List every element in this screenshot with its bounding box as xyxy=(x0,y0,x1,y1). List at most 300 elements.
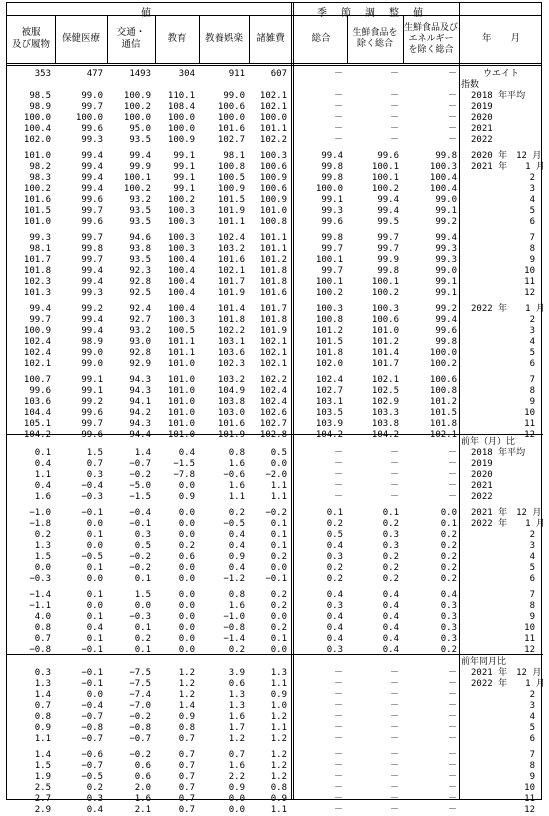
cell-value: 99.1 xyxy=(173,184,195,194)
cell-value: 99.7 xyxy=(321,266,343,276)
cell-value: 99.4 xyxy=(81,326,103,336)
table-row xyxy=(7,80,543,91)
cell-value: 1.3 xyxy=(34,679,51,689)
row-label: 6 xyxy=(529,574,535,584)
row-label: 2022 xyxy=(471,135,493,145)
cell-value: 1.4 xyxy=(134,448,151,458)
cell-value: － xyxy=(447,750,457,760)
cell-value: 0.8 xyxy=(228,590,245,600)
table-row xyxy=(7,206,543,217)
cell-value: 98.1 xyxy=(29,244,51,254)
cell-value: 101.7 xyxy=(371,359,399,369)
cell-value: 99.7 xyxy=(81,419,103,429)
table-row xyxy=(7,701,543,712)
cell-value: 99.7 xyxy=(81,233,103,243)
cell-value: 0.2 xyxy=(382,574,399,584)
cell-value: － xyxy=(389,805,399,815)
cell-value: 100.0 xyxy=(167,124,195,134)
cell-value: 101.1 xyxy=(259,244,287,254)
table-row xyxy=(7,750,543,761)
row-label: 4 xyxy=(529,195,535,205)
cell-value: 99.6 xyxy=(81,217,103,227)
cell-value: 0.0 xyxy=(178,601,195,611)
cell-value: 101.6 xyxy=(259,288,287,298)
cell-value: － xyxy=(447,113,457,123)
cell-value: 99.9 xyxy=(129,162,151,172)
table-row xyxy=(7,437,543,448)
cell-value: 101.5 xyxy=(217,195,245,205)
cell-value: 0.0 xyxy=(228,794,245,804)
header-bottom-rule-2 xyxy=(7,65,541,66)
cell-value: 99.4 xyxy=(81,151,103,161)
cell-value: － xyxy=(333,459,343,469)
cell-value: 0.7 xyxy=(228,750,245,760)
cell-value: −5.0 xyxy=(129,481,151,491)
cell-value: −1.4 xyxy=(223,634,245,644)
cell-value: － xyxy=(389,701,399,711)
group-header-seasonally-adjusted: 季節調整値 xyxy=(317,8,437,19)
header-all-items: 総合 xyxy=(311,33,331,44)
cell-value: 0.7 xyxy=(34,701,51,711)
cell-value: 1.6 xyxy=(228,459,245,469)
row-label: 2021 年 1 月 xyxy=(471,162,545,172)
cell-value: 100.0 xyxy=(259,113,287,123)
cell-value: 0.1 xyxy=(326,508,343,518)
cell-value: −1.0 xyxy=(29,508,51,518)
cell-value: −7.0 xyxy=(129,701,151,711)
cell-value: 99.9 xyxy=(377,255,399,265)
cell-value: 99.0 xyxy=(435,266,457,276)
cell-value: −0.5 xyxy=(81,772,103,782)
cell-value: 99.4 xyxy=(81,315,103,325)
cell-value: 95.0 xyxy=(129,124,151,134)
row-label: 2019 xyxy=(471,102,493,112)
cell-value: 99.0 xyxy=(435,195,457,205)
cell-value: － xyxy=(389,102,399,112)
cell-value: 101.8 xyxy=(217,315,245,325)
cell-value: 102.4 xyxy=(23,348,51,358)
cell-value: 94.3 xyxy=(129,375,151,385)
row-label: 10 xyxy=(524,266,535,276)
row-label: 2022 xyxy=(471,492,493,502)
cell-value: 1.5 xyxy=(34,761,51,771)
cell-value: −0.7 xyxy=(81,712,103,722)
cell-value: 100.3 xyxy=(167,233,195,243)
cell-value: 99.7 xyxy=(29,315,51,325)
cell-value: −0.1 xyxy=(81,679,103,689)
cell-value: 0.7 xyxy=(178,772,195,782)
cell-value: － xyxy=(389,712,399,722)
cell-value: 99.7 xyxy=(81,206,103,216)
cell-value: 99.0 xyxy=(81,359,103,369)
cell-value: 4.0 xyxy=(34,612,51,622)
cell-value: 0.2 xyxy=(270,552,287,562)
cell-value: 0.0 xyxy=(178,645,195,655)
cell-value: 0.1 xyxy=(382,508,399,518)
table-row xyxy=(7,135,543,146)
cell-value: 100.6 xyxy=(217,102,245,112)
cell-value: 1.3 xyxy=(228,690,245,700)
cell-value: 0.0 xyxy=(270,645,287,655)
cell-value: −0.6 xyxy=(81,750,103,760)
row-label: 2022 年 1 月 xyxy=(471,304,545,314)
cell-value: 92.8 xyxy=(129,277,151,287)
cell-value: 0.4 xyxy=(34,459,51,469)
cell-value: 101.4 xyxy=(371,348,399,358)
row-label: ウエイト xyxy=(483,69,520,79)
cell-value: 0.3 xyxy=(134,530,151,540)
cell-value: 103.1 xyxy=(315,397,343,407)
cell-value: 0.1 xyxy=(86,563,103,573)
cell-value: 93.2 xyxy=(129,326,151,336)
cell-value: 101.0 xyxy=(167,386,195,396)
cell-value: 93.2 xyxy=(129,195,151,205)
cell-value: 0.4 xyxy=(326,634,343,644)
table-row xyxy=(7,590,543,601)
cell-value: 0.6 xyxy=(178,552,195,562)
cell-value: － xyxy=(389,734,399,744)
cell-value: 102.1 xyxy=(429,430,457,440)
cell-value: 100.0 xyxy=(167,113,195,123)
cell-value: 1.5 xyxy=(86,448,103,458)
row-label: 6 xyxy=(529,734,535,744)
cell-value: － xyxy=(333,679,343,689)
cell-value: 607 xyxy=(270,69,287,79)
cell-value: 101.0 xyxy=(23,151,51,161)
cell-value: 99.8 xyxy=(321,233,343,243)
cell-value: 1.5 xyxy=(34,552,51,562)
cell-value: 93.0 xyxy=(129,337,151,347)
cell-value: 100.0 xyxy=(217,113,245,123)
cell-value: － xyxy=(447,712,457,722)
cell-value: 0.4 xyxy=(326,590,343,600)
cell-value: 103.2 xyxy=(217,244,245,254)
cell-value: 0.2 xyxy=(134,634,151,644)
cell-value: 1.9 xyxy=(34,772,51,782)
cell-value: 99.4 xyxy=(435,315,457,325)
cell-value: － xyxy=(333,69,343,79)
cell-value: 100.3 xyxy=(167,206,195,216)
cell-value: 103.6 xyxy=(217,348,245,358)
cell-value: 101.7 xyxy=(259,304,287,314)
cell-value: 0.7 xyxy=(178,761,195,771)
cell-value: 98.1 xyxy=(223,151,245,161)
cell-value: 99.6 xyxy=(435,326,457,336)
cell-value: 92.3 xyxy=(129,266,151,276)
cell-value: 101.6 xyxy=(217,124,245,134)
cell-value: 99.1 xyxy=(173,162,195,172)
table-row xyxy=(7,184,543,195)
cell-value: 1.6 xyxy=(228,481,245,491)
cell-value: 0.8 xyxy=(270,783,287,793)
cell-value: −7.8 xyxy=(173,470,195,480)
cell-value: −1.4 xyxy=(29,590,51,600)
cell-value: 0.3 xyxy=(382,530,399,540)
cell-value: 99.4 xyxy=(81,266,103,276)
table-row xyxy=(7,470,543,481)
cell-value: 100.0 xyxy=(315,184,343,194)
cell-value: 1.6 xyxy=(228,601,245,611)
cell-value: 1.2 xyxy=(270,712,287,722)
cell-value: 1.1 xyxy=(34,734,51,744)
cell-value: － xyxy=(447,102,457,112)
cell-value: － xyxy=(389,124,399,134)
cell-value: 0.2 xyxy=(440,530,457,540)
cell-value: 100.5 xyxy=(167,326,195,336)
cell-value: 0.2 xyxy=(382,552,399,562)
cell-value: 103.3 xyxy=(371,408,399,418)
cell-value: 1.2 xyxy=(270,772,287,782)
cell-value: 0.0 xyxy=(178,634,195,644)
cell-value: 304 xyxy=(178,69,195,79)
row-label: 11 xyxy=(524,277,535,287)
cell-value: 0.3 xyxy=(440,601,457,611)
row-label: 2018 年平均 xyxy=(471,448,526,458)
section-separator xyxy=(7,654,543,655)
cell-value: 1.2 xyxy=(228,734,245,744)
cell-value: － xyxy=(447,701,457,711)
cell-value: － xyxy=(447,481,457,491)
cell-value: 0.2 xyxy=(178,541,195,551)
cell-value: 99.7 xyxy=(321,244,343,254)
cell-value: 104.2 xyxy=(371,430,399,440)
cell-value: 0.9 xyxy=(178,712,195,722)
cell-value: 1.4 xyxy=(34,750,51,760)
cell-value: 0.7 xyxy=(34,634,51,644)
cell-value: 1.3 xyxy=(228,701,245,711)
cell-value: － xyxy=(447,794,457,804)
cell-value: 0.1 xyxy=(86,530,103,540)
cell-value: 0.1 xyxy=(86,612,103,622)
cell-value: −0.2 xyxy=(129,750,151,760)
cell-value: 99.5 xyxy=(377,217,399,227)
cell-value: −1.8 xyxy=(29,519,51,529)
cell-value: 93.5 xyxy=(129,206,151,216)
table-row xyxy=(7,783,543,794)
cell-value: 104.2 xyxy=(23,430,51,440)
table-row xyxy=(7,151,543,162)
cell-value: 0.4 xyxy=(382,634,399,644)
cell-value: 0.1 xyxy=(134,645,151,655)
cell-value: － xyxy=(333,794,343,804)
cell-value: 100.3 xyxy=(167,244,195,254)
row-label: 11 xyxy=(524,634,535,644)
cell-value: 103.5 xyxy=(315,408,343,418)
cell-value: 1.7 xyxy=(228,723,245,733)
cell-value: 101.5 xyxy=(23,206,51,216)
cell-value: 0.2 xyxy=(326,563,343,573)
cell-value: － xyxy=(389,761,399,771)
cell-value: 0.6 xyxy=(134,772,151,782)
header-core-core: 生鮮食品及び エネルギー を除く総合 xyxy=(404,22,459,55)
cell-value: 101.1 xyxy=(167,337,195,347)
cell-value: 101.2 xyxy=(371,337,399,347)
cell-value: 94.3 xyxy=(129,419,151,429)
cell-value: 110.1 xyxy=(167,91,195,101)
row-label: 2021 年 12 月 xyxy=(471,668,542,678)
group-header-values: 値 xyxy=(141,8,157,19)
cell-value: −2.0 xyxy=(265,470,287,480)
cell-value: 100.8 xyxy=(217,162,245,172)
cell-value: 98.3 xyxy=(29,173,51,183)
cell-value: 1.1 xyxy=(270,492,287,502)
cell-value: 1.6 xyxy=(134,794,151,804)
cell-value: 100.8 xyxy=(315,315,343,325)
cell-value: 0.1 xyxy=(270,530,287,540)
cell-value: 100.1 xyxy=(371,162,399,172)
cell-value: 0.2 xyxy=(440,563,457,573)
cell-value: 100.9 xyxy=(259,173,287,183)
cell-value: 99.1 xyxy=(173,173,195,183)
cell-value: 0.9 xyxy=(270,690,287,700)
cell-value: 101.1 xyxy=(217,217,245,227)
cell-value: 0.5 xyxy=(326,530,343,540)
row-label: 2021 xyxy=(471,481,493,491)
cell-value: － xyxy=(333,102,343,112)
table-row xyxy=(7,69,543,80)
cell-value: 99.0 xyxy=(223,91,245,101)
cell-value: 0.9 xyxy=(228,783,245,793)
cell-value: 103.9 xyxy=(315,419,343,429)
cell-value: −0.7 xyxy=(81,734,103,744)
row-label: 12 xyxy=(524,430,535,440)
cell-value: 0.3 xyxy=(326,552,343,562)
cell-value: 0.0 xyxy=(86,690,103,700)
row-label: 2022 年 1 月 xyxy=(471,679,545,689)
cell-value: 0.2 xyxy=(228,645,245,655)
cell-value: 1.1 xyxy=(34,470,51,480)
cell-value: 0.2 xyxy=(440,645,457,655)
cell-value: 99.0 xyxy=(81,91,103,101)
cell-value: － xyxy=(333,712,343,722)
cell-value: 101.5 xyxy=(315,337,343,347)
cell-value: 0.4 xyxy=(178,448,195,458)
row-label: 7 xyxy=(529,750,535,760)
cell-value: － xyxy=(389,470,399,480)
row-label: 2 xyxy=(529,315,535,325)
cell-value: 0.2 xyxy=(440,552,457,562)
cell-value: 353 xyxy=(34,69,51,79)
cell-value: － xyxy=(389,459,399,469)
cell-value: 1.3 xyxy=(34,541,51,551)
cell-value: −7.5 xyxy=(129,679,151,689)
cell-value: 92.5 xyxy=(129,288,151,298)
cell-value: 101.6 xyxy=(217,255,245,265)
cell-value: 100.8 xyxy=(259,217,287,227)
cell-value: 99.8 xyxy=(81,244,103,254)
cell-value: 102.6 xyxy=(259,408,287,418)
cell-value: 101.1 xyxy=(167,348,195,358)
cell-value: −0.3 xyxy=(129,612,151,622)
cell-value: 101.6 xyxy=(217,419,245,429)
cell-value: 102.5 xyxy=(371,386,399,396)
cell-value: 99.7 xyxy=(81,102,103,112)
table-row xyxy=(7,91,543,102)
cell-value: 0.3 xyxy=(440,634,457,644)
cell-value: 102.2 xyxy=(259,375,287,385)
cell-value: － xyxy=(389,91,399,101)
cell-value: 100.0 xyxy=(429,348,457,358)
row-label: 8 xyxy=(529,601,535,611)
cell-value: 99.8 xyxy=(435,337,457,347)
cell-value: 101.0 xyxy=(167,408,195,418)
cell-value: −0.4 xyxy=(81,481,103,491)
cell-value: 100.0 xyxy=(75,113,103,123)
cell-value: － xyxy=(447,783,457,793)
cell-value: 100.8 xyxy=(429,386,457,396)
cell-value: −0.1 xyxy=(81,508,103,518)
cell-value: −0.2 xyxy=(129,552,151,562)
row-label: 12 xyxy=(524,805,535,815)
cell-value: 0.9 xyxy=(178,492,195,502)
cell-value: 1.4 xyxy=(178,701,195,711)
cell-value: 99.1 xyxy=(81,386,103,396)
cell-value: 0.0 xyxy=(34,563,51,573)
cell-value: −1.5 xyxy=(129,492,151,502)
table-row xyxy=(7,612,543,623)
cell-value: 100.4 xyxy=(167,255,195,265)
row-label: 12 xyxy=(524,645,535,655)
header-misc: 諸雑費 xyxy=(256,33,285,44)
cell-value: 99.4 xyxy=(435,233,457,243)
cell-value: 0.9 xyxy=(228,552,245,562)
cell-value: 0.2 xyxy=(440,574,457,584)
header-period: 年 月 xyxy=(481,33,520,44)
cell-value: 0.4 xyxy=(34,481,51,491)
row-label: 2020 xyxy=(471,113,493,123)
cell-value: 100.6 xyxy=(259,184,287,194)
row-label: 9 xyxy=(529,397,535,407)
table-row xyxy=(7,408,543,419)
cell-value: 1.1 xyxy=(228,492,245,502)
row-label: 2 xyxy=(529,530,535,540)
cell-value: 99.4 xyxy=(81,184,103,194)
row-label: 9 xyxy=(529,255,535,265)
cell-value: － xyxy=(333,701,343,711)
cell-value: 1.2 xyxy=(270,734,287,744)
cell-value: 0.7 xyxy=(178,794,195,804)
cell-value: 99.1 xyxy=(435,206,457,216)
cell-value: － xyxy=(389,492,399,502)
cell-value: 94.3 xyxy=(129,386,151,396)
cell-value: 0.0 xyxy=(178,530,195,540)
cell-value: 0.3 xyxy=(86,794,103,804)
cell-value: −0.7 xyxy=(129,459,151,469)
row-label: 11 xyxy=(524,419,535,429)
table-row xyxy=(7,397,543,408)
cell-value: 0.3 xyxy=(326,645,343,655)
cpi-table xyxy=(6,2,545,815)
cell-value: −0.7 xyxy=(129,734,151,744)
cell-value: 101.3 xyxy=(23,288,51,298)
cell-value: 99.6 xyxy=(377,151,399,161)
cell-value: 0.3 xyxy=(34,668,51,678)
table-row xyxy=(7,375,543,386)
table-row xyxy=(7,244,543,255)
cell-value: −0.4 xyxy=(129,508,151,518)
cell-value: － xyxy=(333,124,343,134)
cell-value: 100.2 xyxy=(371,288,399,298)
table-row xyxy=(7,481,543,492)
cell-value: － xyxy=(333,135,343,145)
cell-value: － xyxy=(447,459,457,469)
cell-value: −0.2 xyxy=(129,563,151,573)
cell-value: 100.2 xyxy=(123,184,151,194)
table-row xyxy=(7,459,543,470)
cell-value: 0.1 xyxy=(270,541,287,551)
cell-value: 99.3 xyxy=(435,244,457,254)
table-row xyxy=(7,563,543,574)
